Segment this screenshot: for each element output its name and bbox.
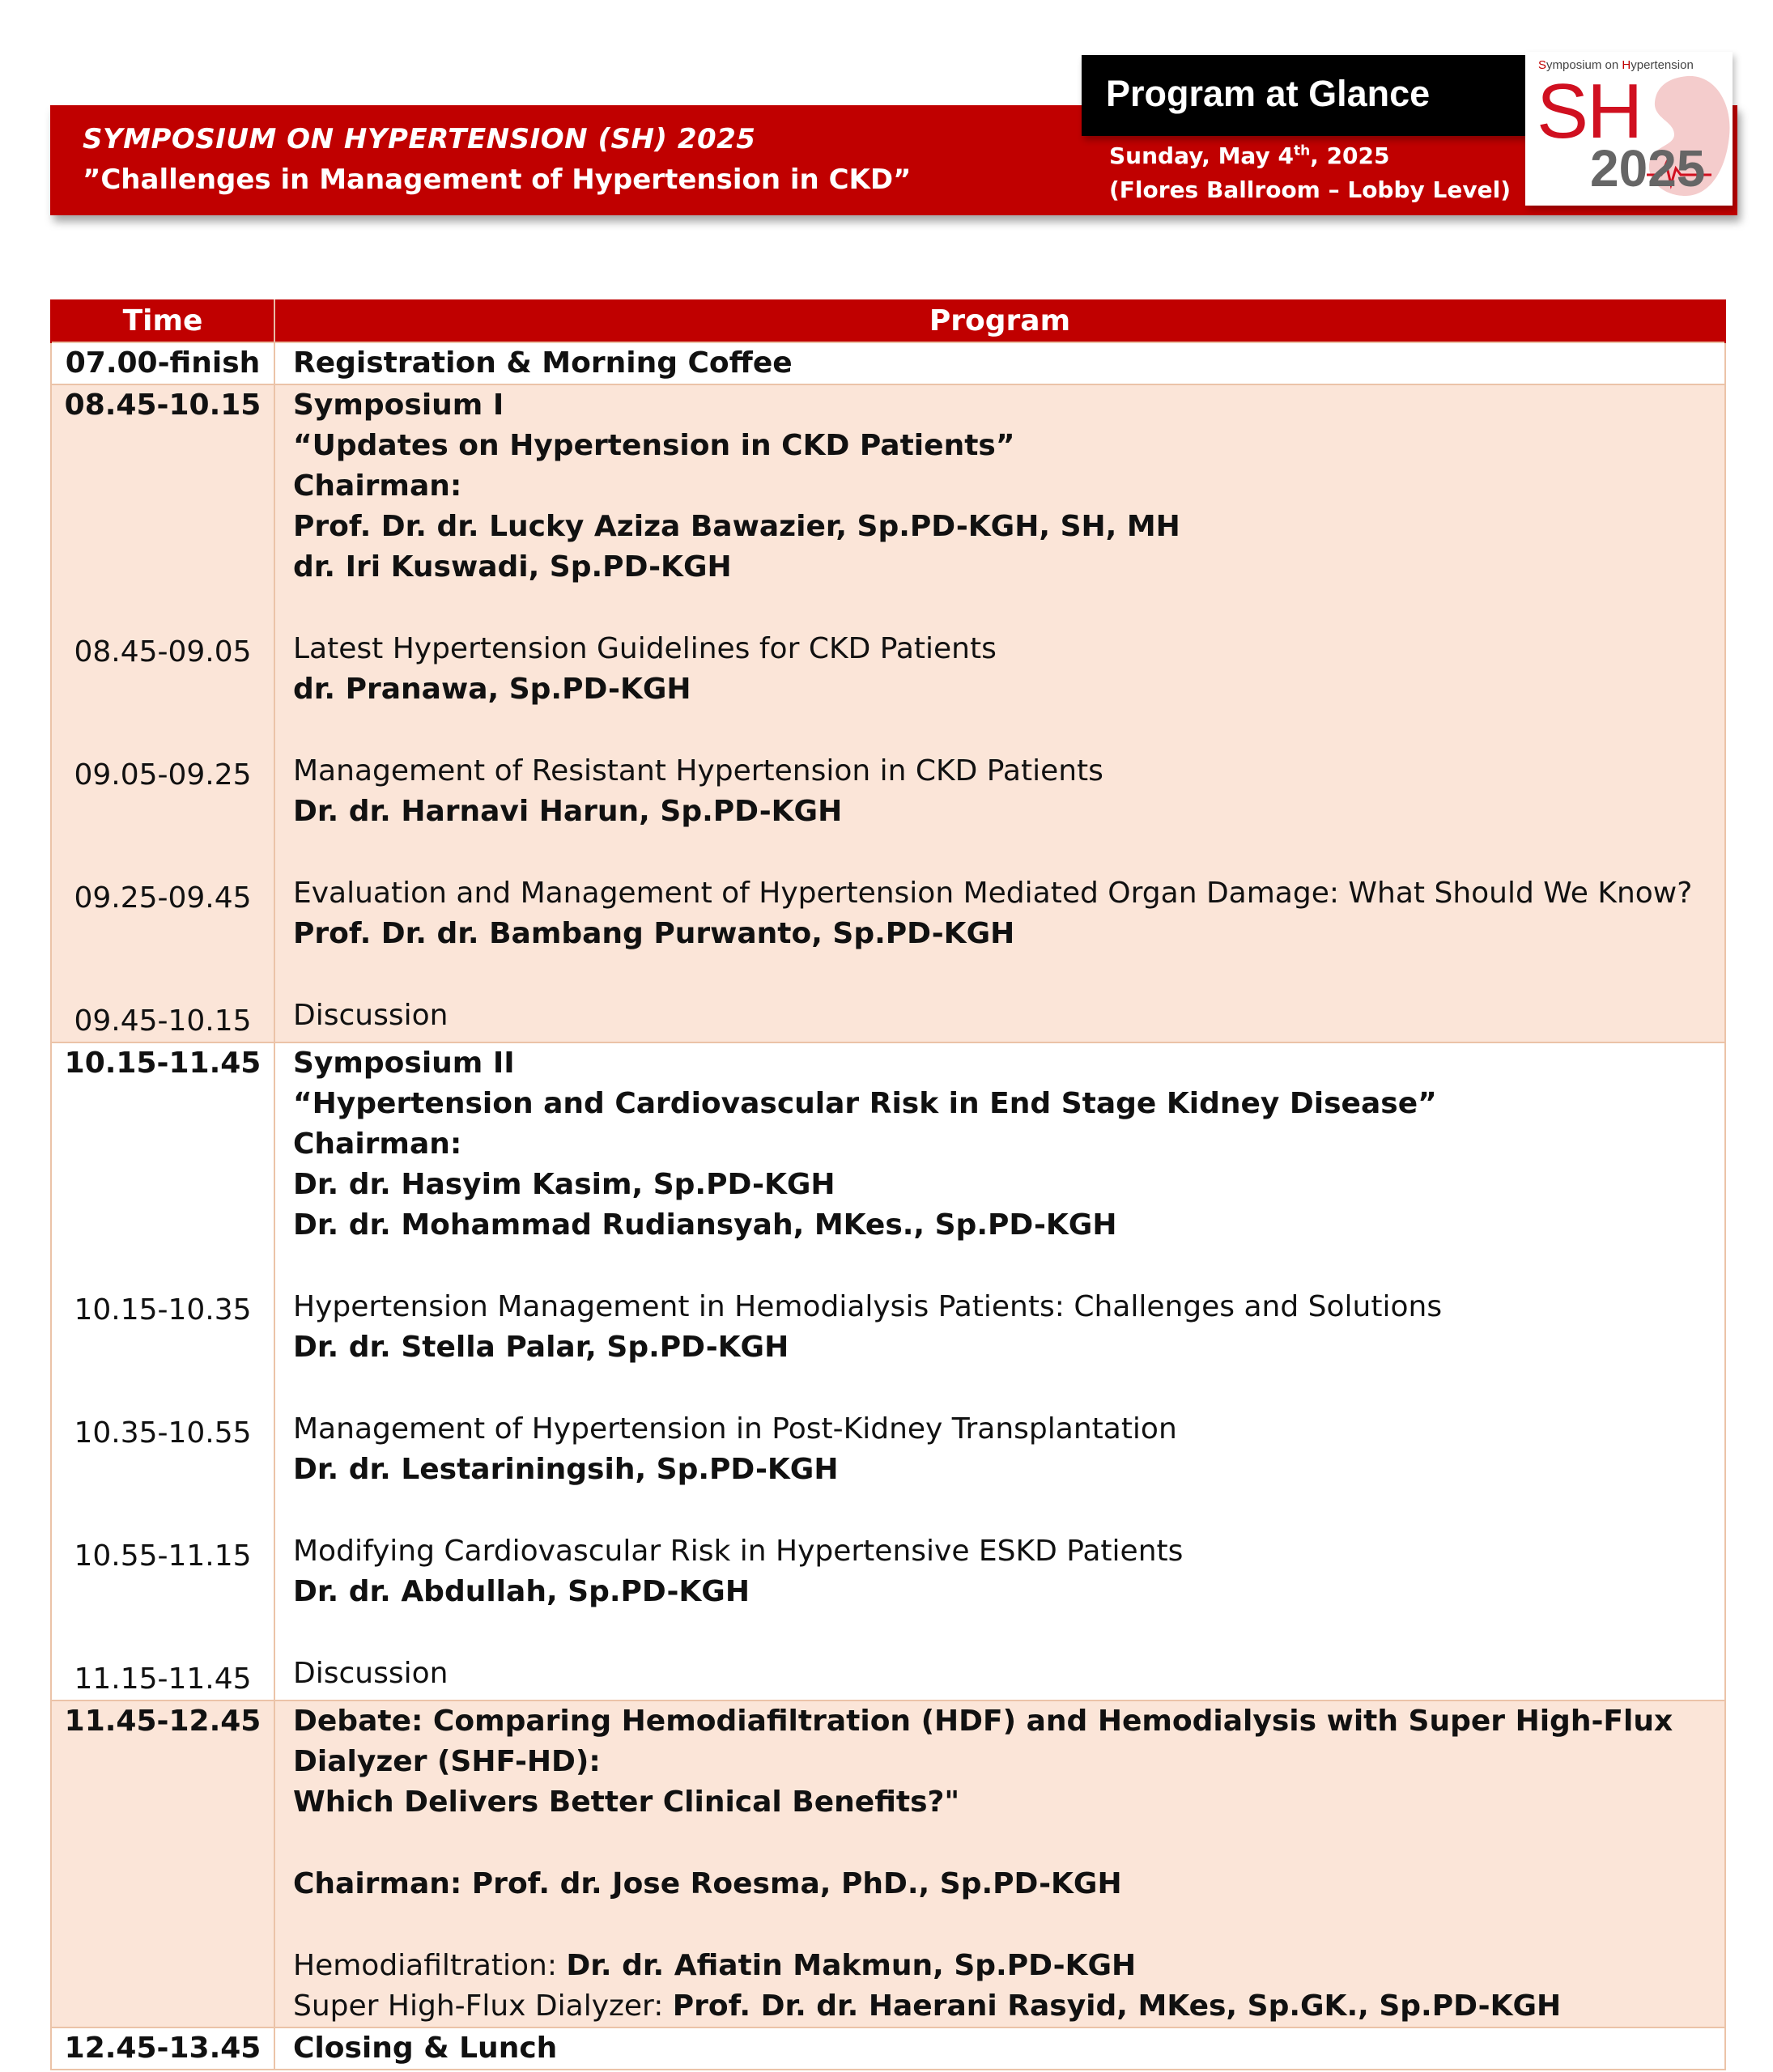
program-cell bbox=[274, 384, 1725, 1042]
talk-title: Hypertension Management in Hemodialysis Patients: Challenges and Solutions bbox=[293, 1290, 1443, 1323]
table-row bbox=[51, 1042, 1725, 1700]
time-cell: 07.00-finish bbox=[51, 342, 274, 384]
debate-hdf: Hemodiafiltration: Dr. dr. Afiatin Makmun, Sp.PD-KGH bbox=[293, 1949, 1137, 1982]
table-row bbox=[51, 2027, 1725, 2070]
logo-top-text: Symposium on Hypertension bbox=[1538, 58, 1694, 72]
table-row bbox=[51, 384, 1725, 1042]
time-cell: 11.45-12.45 bbox=[51, 1700, 274, 2027]
talk-time: 09.25-09.45 bbox=[74, 881, 252, 915]
chairman-name: dr. Iri Kuswadi, Sp.PD-KGH bbox=[293, 550, 732, 584]
time-column-header: Time bbox=[51, 300, 274, 342]
talk-title: Latest Hypertension Guidelines for CKD Patients bbox=[293, 632, 997, 665]
program-cell: Registration & Morning Coffee bbox=[274, 342, 1725, 384]
table-header-row bbox=[51, 300, 1725, 342]
program-cell bbox=[274, 1042, 1725, 1700]
talk-time: 10.35-10.55 bbox=[74, 1416, 252, 1450]
program-cell bbox=[274, 1700, 1725, 2027]
talk-time: 09.05-09.25 bbox=[74, 758, 252, 792]
chairman-name: Prof. Dr. dr. Lucky Aziza Bawazier, Sp.PD-KGH, SH, MH bbox=[293, 510, 1180, 543]
table-row bbox=[51, 1700, 1725, 2027]
talk-speaker: Prof. Dr. dr. Bambang Purwanto, Sp.PD-KGH bbox=[293, 917, 1015, 950]
talk-speaker: Dr. dr. Stella Palar, Sp.PD-KGH bbox=[293, 1331, 789, 1364]
talk-title: Discussion bbox=[293, 999, 449, 1032]
event-date: Sunday, May 4th, 2025 bbox=[1109, 142, 1390, 169]
symposium-title: SYMPOSIUM ON HYPERTENSION (SH) 2025 bbox=[83, 123, 756, 155]
debate-chairman: Chairman: Prof. dr. Jose Roesma, PhD., Sp.PD-KGH bbox=[293, 1867, 1122, 1900]
chairman-name: Dr. dr. Mohammad Rudiansyah, MKes., Sp.PD-KGH bbox=[293, 1208, 1117, 1242]
session-title: Symposium I bbox=[293, 388, 504, 422]
debate-title: Which Delivers Better Clinical Benefits?" bbox=[293, 1785, 960, 1819]
talk-speaker: dr. Pranawa, Sp.PD-KGH bbox=[293, 673, 691, 706]
table-row bbox=[51, 342, 1725, 384]
talk-speaker: Dr. dr. Abdullah, Sp.PD-KGH bbox=[293, 1575, 750, 1608]
event-venue: (Flores Ballroom – Lobby Level) bbox=[1109, 176, 1511, 203]
program-column-header: Program bbox=[274, 300, 1725, 342]
chairman-label: Chairman: bbox=[293, 469, 462, 503]
symposium-theme: ”Challenges in Management of Hypertension in CKD” bbox=[83, 163, 912, 196]
talk-title: Management of Resistant Hypertension in CKD Patients bbox=[293, 754, 1103, 788]
talk-title: Modifying Cardiovascular Risk in Hypertensive ESKD Patients bbox=[293, 1535, 1184, 1568]
logo-letters: SH bbox=[1537, 68, 1642, 155]
chairman-label: Chairman: bbox=[293, 1127, 462, 1161]
time-cell: 10.15-11.45 10.15-10.35 10.35-10.55 10.55-11.15 11.15-11.45 bbox=[51, 1042, 274, 1700]
talk-title: Discussion bbox=[293, 1657, 449, 1690]
time-cell: 08.45-10.15 08.45-09.05 09.05-09.25 09.25-09.45 09.45-10.15 bbox=[51, 384, 274, 1042]
talk-speaker: Dr. dr. Harnavi Harun, Sp.PD-KGH bbox=[293, 795, 843, 828]
program-cell: Closing & Lunch bbox=[274, 2027, 1725, 2070]
session-subtitle: “Updates on Hypertension in CKD Patients” bbox=[293, 429, 1015, 462]
talk-time: 10.15-10.35 bbox=[74, 1293, 252, 1327]
talk-speaker: Dr. dr. Lestariningsih, Sp.PD-KGH bbox=[293, 1453, 839, 1486]
talk-time: 10.55-11.15 bbox=[74, 1539, 252, 1573]
session-subtitle: “Hypertension and Cardiovascular Risk in End Stage Kidney Disease” bbox=[293, 1087, 1437, 1120]
debate-title: Debate: Comparing Hemodiafiltration (HDF) and Hemodialysis with Super High-Flux Dialyzer (SHF-HD): bbox=[293, 1705, 1673, 1778]
talk-time: 08.45-09.05 bbox=[74, 635, 252, 669]
chairman-name: Dr. dr. Hasyim Kasim, Sp.PD-KGH bbox=[293, 1168, 835, 1201]
talk-time: 09.45-10.15 bbox=[74, 1004, 252, 1038]
program-at-glance-label: Program at Glance bbox=[1082, 55, 1538, 136]
sh-2025-logo bbox=[1525, 52, 1733, 206]
debate-shf: Super High-Flux Dialyzer: Prof. Dr. dr. Haerani Rasyid, MKes, Sp.GK., Sp.PD-KGH bbox=[293, 1989, 1562, 2023]
program-table bbox=[50, 299, 1726, 2070]
talk-title: Management of Hypertension in Post-Kidney Transplantation bbox=[293, 1412, 1177, 1446]
talk-time: 11.15-11.45 bbox=[74, 1662, 252, 1696]
time-cell: 12.45-13.45 bbox=[51, 2027, 274, 2070]
session-title: Symposium II bbox=[293, 1047, 515, 1080]
talk-title: Evaluation and Management of Hypertension Mediated Organ Damage: What Should We Know? bbox=[293, 877, 1693, 910]
logo-year: 2025 bbox=[1590, 139, 1706, 197]
